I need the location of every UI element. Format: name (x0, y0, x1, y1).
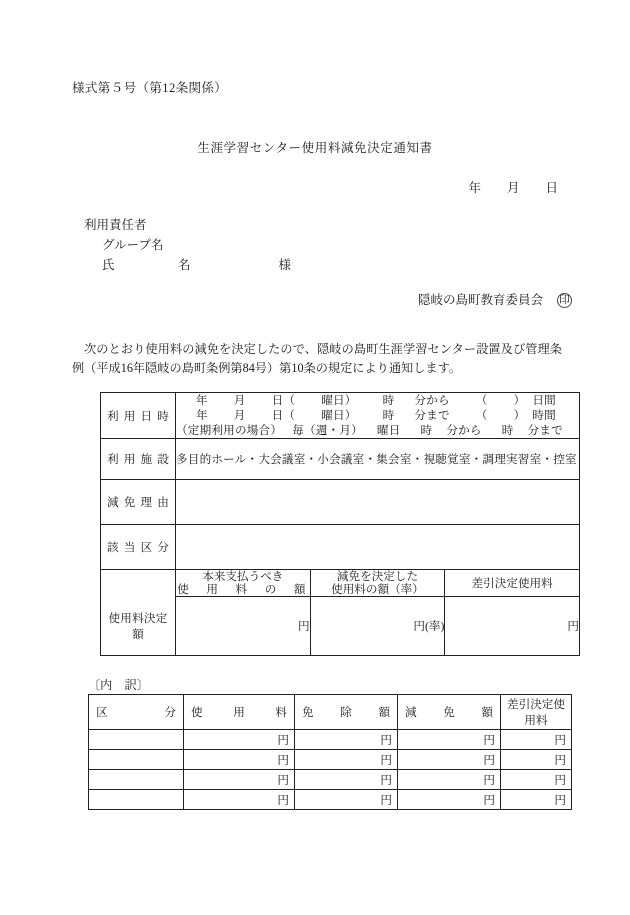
header-char: 免 (302, 706, 314, 719)
breakdown-header-row (89, 695, 572, 730)
until-label: 分まで (414, 409, 450, 422)
name-label-2: 名 (178, 258, 191, 272)
header-category (89, 695, 184, 730)
header-line-1: 本来支払うべき (202, 570, 284, 583)
date-year-label: 年 (468, 181, 481, 195)
header-line-2: 使 用 料 の 額 (177, 583, 309, 596)
paren-open: （ (283, 394, 296, 407)
header-line-2: 使用料の額（率） (331, 583, 424, 596)
hour-from-label: 時 (420, 424, 433, 437)
responsible-person-label: 利用責任者 (84, 218, 147, 232)
table-row-facility (101, 439, 580, 480)
cell-reduction[interactable]: 円 (398, 790, 501, 810)
fee-label-spacer (101, 570, 176, 597)
breakdown-table (88, 694, 572, 810)
header-char: 額 (378, 706, 390, 719)
from-label: 分から (446, 424, 482, 437)
label-char: 日 (140, 409, 153, 423)
cell-net-fee[interactable]: 円 (501, 770, 572, 790)
header-reduced-fee (310, 570, 445, 597)
applicable-category-field[interactable] (176, 525, 580, 570)
body-paragraph: 次のとおり使用料の減免を決定したので、隠岐の島町生涯学習センター設置及び管理条例（平成16年隠岐の島町条例第84号）第10条の規定により通知します。 (72, 342, 562, 375)
header-char: 減 (405, 706, 417, 719)
header-reduction-amount (398, 695, 501, 730)
label-char: 理 (140, 496, 153, 509)
name-row (84, 255, 291, 275)
cell-exemption[interactable]: 円 (295, 750, 398, 770)
hour-label: 時 (382, 394, 395, 407)
from-label: 分から (414, 394, 450, 407)
header-net-fee (445, 570, 580, 597)
reduction-reason-field[interactable] (176, 480, 580, 525)
name-label-1: 氏 (102, 258, 115, 272)
group-name-label: グループ名 (102, 238, 164, 252)
table-row (89, 730, 572, 750)
label-char: 用 (123, 453, 136, 466)
regular-use-prefix: （定期利用の場合） (176, 424, 283, 437)
days-unit-label: 日間 (532, 394, 556, 407)
facility-options[interactable]: 多目的ホール・大会議室・小会議室・集会室・視聴覚室・調理実習室・控室 (176, 439, 580, 480)
header-original-fee (176, 570, 311, 597)
datetime-line-1 (176, 393, 579, 408)
header-usage-fee (184, 695, 295, 730)
cell-net-fee[interactable]: 円 (501, 750, 572, 770)
cell-reduction[interactable]: 円 (398, 750, 501, 770)
month-label: 月 (233, 409, 246, 422)
cell-category[interactable] (89, 790, 184, 810)
breakdown-title: 〔内 訳〕 (88, 678, 149, 692)
label-char: 減 (107, 496, 119, 509)
label-char: 利 (107, 409, 119, 423)
header-char: 額 (481, 706, 493, 719)
label-usage-facility (101, 439, 176, 480)
hours-unit-label: 時間 (532, 409, 556, 422)
label-char: 該 (107, 541, 119, 554)
header-net-decided-fee: 差引決定使用料 (501, 695, 572, 730)
main-form-table (100, 392, 580, 656)
table-row (89, 790, 572, 810)
label-char: 由 (157, 496, 169, 509)
count-paren-close: ） (513, 394, 526, 407)
cell-usage-fee[interactable]: 円 (184, 750, 295, 770)
cell-usage-fee[interactable]: 円 (184, 730, 295, 750)
label-char: 設 (157, 453, 169, 466)
cell-usage-fee[interactable]: 円 (184, 770, 295, 790)
label-applicable-category (101, 525, 176, 570)
table-row-fee-values (101, 597, 580, 656)
cell-usage-fee[interactable]: 円 (184, 790, 295, 810)
day-label: 日 (271, 394, 284, 407)
label-char: 時 (157, 409, 169, 423)
table-row-category (101, 525, 580, 570)
count-paren-open: （ (475, 409, 488, 422)
label-char: 利 (107, 453, 119, 466)
header-line-1: 減免を決定した (336, 570, 419, 583)
month-label: 月 (233, 394, 246, 407)
header-char: 除 (340, 706, 352, 719)
net-fee-field[interactable]: 円 (445, 597, 580, 656)
label-char: 当 (123, 541, 136, 554)
header-char: 区 (96, 706, 108, 719)
reduced-fee-field[interactable]: 円(率) (310, 597, 445, 656)
count-paren-close: ） (513, 409, 526, 422)
hour-label: 時 (382, 409, 395, 422)
cell-category[interactable] (89, 770, 184, 790)
header-char: 分 (164, 706, 176, 719)
table-row (89, 750, 572, 770)
issuer-block (0, 290, 630, 308)
year-label: 年 (196, 394, 208, 407)
cell-reduction[interactable]: 円 (398, 770, 501, 790)
header-line-1: 差引決定使用料 (471, 576, 553, 590)
weekday-label: 曜日 (376, 424, 401, 437)
cell-exemption[interactable]: 円 (295, 770, 398, 790)
hour-until-label: 時 (501, 424, 514, 437)
year-label: 年 (196, 409, 208, 422)
seal-icon: 印 (559, 294, 570, 306)
until-label: 分まで (527, 424, 563, 437)
table-row-fee-headers (101, 570, 580, 597)
label-fee-decision-amount: 使用料決定額 (101, 597, 176, 656)
usage-datetime-field[interactable] (176, 393, 580, 439)
count-paren-open: （ (475, 394, 488, 407)
label-char: 免 (123, 496, 136, 509)
label-reduction-reason (101, 480, 176, 525)
table-row (89, 770, 572, 790)
table-row-datetime (101, 393, 580, 439)
cell-exemption[interactable]: 円 (295, 790, 398, 810)
datetime-line-3 (176, 423, 579, 438)
every-week-month-label: 毎（週・月） (292, 424, 363, 437)
date-line (0, 178, 630, 196)
original-fee-field[interactable]: 円 (176, 597, 311, 656)
form-number: 様式第５号（第12条関係） (72, 81, 228, 95)
label-char: 分 (157, 541, 169, 554)
honorific-label: 様 (278, 258, 292, 272)
addressee-block (84, 215, 291, 275)
day-label: 日 (271, 409, 284, 422)
label-usage-datetime (101, 393, 176, 439)
issuer-name: 隠岐の島町教育委員会 (417, 293, 543, 307)
header-char: 用 (233, 706, 245, 719)
cell-net-fee[interactable]: 円 (501, 790, 572, 810)
label-char: 区 (140, 541, 153, 554)
page-title: 生涯学習センター使用料減免決定通知書 (197, 141, 433, 155)
date-day-label: 日 (545, 181, 558, 195)
cell-category[interactable] (89, 730, 184, 750)
table-row-reason (101, 480, 580, 525)
header-char: 使 (191, 706, 203, 719)
cell-category[interactable] (89, 750, 184, 770)
weekday-label: 曜日） (321, 394, 357, 407)
header-exemption-amount (295, 695, 398, 730)
paren-open: （ (283, 409, 296, 422)
label-char: 施 (140, 453, 153, 466)
cell-net-fee[interactable]: 円 (501, 730, 572, 750)
cell-reduction[interactable]: 円 (398, 730, 501, 750)
datetime-line-2 (176, 408, 579, 423)
weekday-label: 曜日） (321, 409, 357, 422)
label-char: 用 (123, 409, 136, 423)
date-month-label: 月 (506, 181, 520, 195)
header-char: 料 (275, 706, 287, 719)
header-char: 免 (443, 706, 455, 719)
cell-exemption[interactable]: 円 (295, 730, 398, 750)
